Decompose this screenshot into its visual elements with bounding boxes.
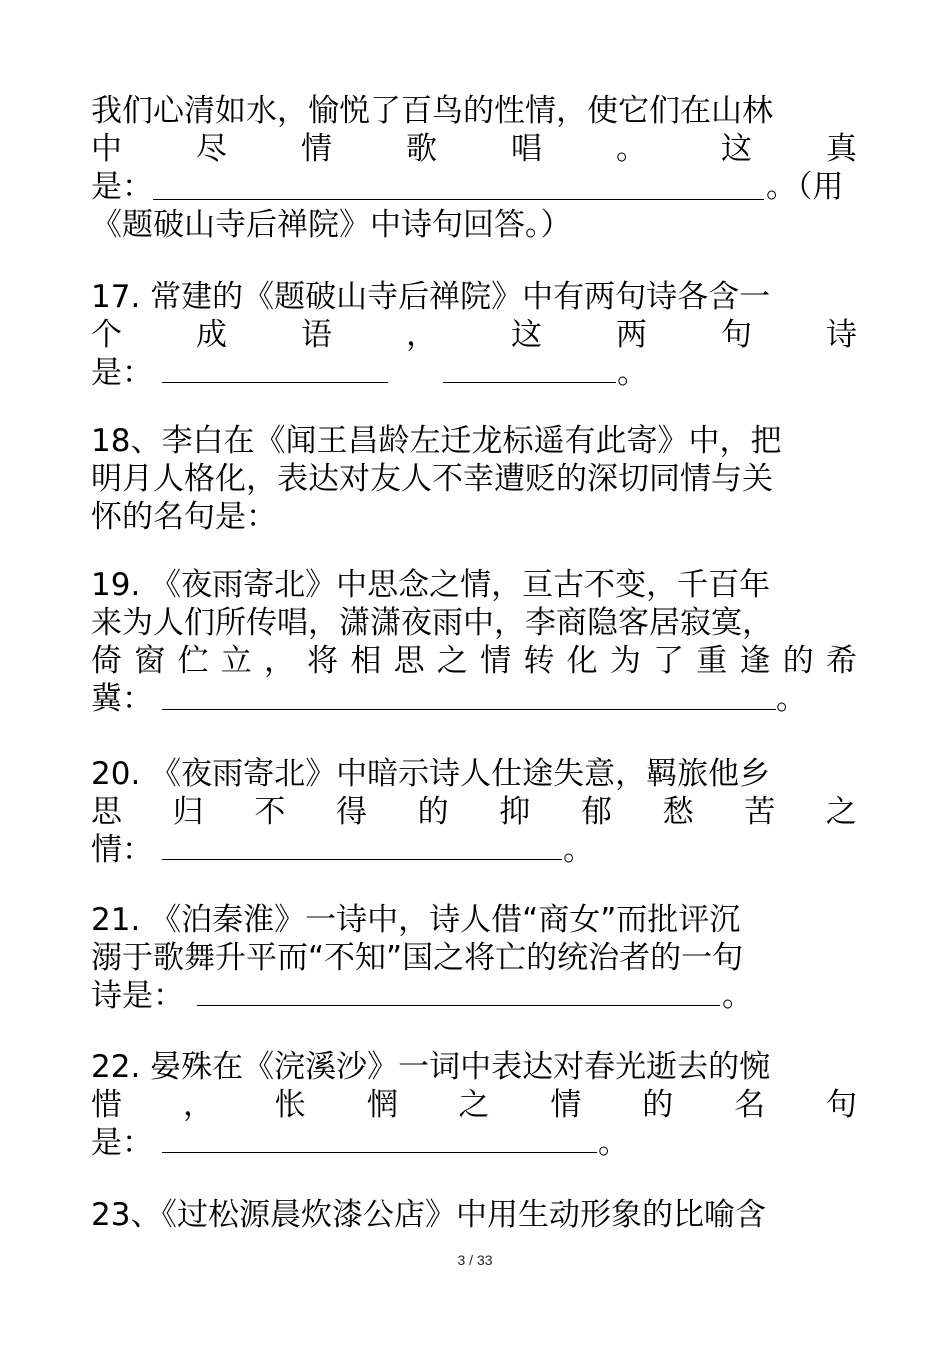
- justified-char: 这: [511, 317, 542, 353]
- justified-char: 情: [480, 643, 512, 679]
- justified-char: 了: [653, 643, 685, 679]
- q22-answer-blank[interactable]: [162, 1152, 597, 1153]
- justified-char: 诗: [826, 317, 857, 353]
- q17-answer-blank-2[interactable]: [443, 382, 616, 383]
- justified-char: 惘: [366, 1087, 398, 1123]
- justified-char: 苦: [744, 794, 776, 830]
- justified-char: 唱: [511, 131, 542, 167]
- justified-char: 情: [550, 1087, 582, 1123]
- q18-line-1: 18、李白在《闻王昌龄左迁龙标遥有此寄》中，把: [91, 423, 782, 459]
- justified-char: 转: [523, 643, 555, 679]
- q20-line-3-prefix: 情：: [91, 832, 153, 868]
- justified-char: 真: [826, 131, 857, 167]
- justified-char: 之: [825, 794, 857, 830]
- q19-line-4-suffix: 。: [776, 681, 807, 717]
- justified-char: 名: [734, 1087, 766, 1123]
- justified-char: 愁: [662, 794, 694, 830]
- justified-char: 个: [91, 317, 122, 353]
- justified-char: ，: [263, 643, 295, 679]
- q16-line-3-suffix: 。（用: [766, 169, 844, 205]
- q18-line-2: 明月人格化，表达对友人不幸遭贬的深切同情与关: [91, 461, 773, 497]
- justified-char: 语: [301, 317, 332, 353]
- justified-char: 归: [172, 794, 204, 830]
- q19-line-3: [91, 642, 857, 680]
- justified-char: 之: [458, 1087, 490, 1123]
- justified-char: 的: [417, 794, 449, 830]
- q17-line-3-prefix: 是：: [91, 355, 153, 391]
- q21-line-2: 溺于歌舞升平而“不知”国之将亡的统治者的一句: [91, 940, 744, 976]
- q19-line-4-prefix: 冀：: [91, 681, 153, 717]
- justified-char: 伫: [177, 643, 209, 679]
- justified-char: 怅: [274, 1087, 306, 1123]
- q16-line-3-prefix: 是：: [91, 169, 153, 205]
- page-number: 3 / 33: [457, 1252, 493, 1268]
- justified-char: 得: [335, 794, 367, 830]
- q16-line-1: 我们心清如水，愉悦了百鸟的性情，使它们在山林: [91, 93, 773, 129]
- q18-line-3: 怀的名句是：: [91, 499, 277, 535]
- q16-line-2: [91, 130, 857, 168]
- justified-char: 情: [301, 131, 332, 167]
- q19-answer-blank[interactable]: [162, 709, 776, 710]
- justified-char: 窗: [134, 643, 166, 679]
- q20-line-1: 20. 《夜雨寄北》中暗示诗人仕途失意，羁旅他乡: [91, 756, 771, 792]
- justified-char: 之: [436, 643, 468, 679]
- q20-line-2: [91, 793, 857, 831]
- justified-char: 抑: [499, 794, 531, 830]
- q17-line-1: 17. 常建的《题破山寺后禅院》中有两句诗各含一: [91, 279, 771, 315]
- justified-char: 思: [91, 794, 122, 830]
- q19-line-2: 来为人们所传唱，潇潇夜雨中，李商隐客居寂寞，: [91, 605, 773, 641]
- justified-char: 希: [825, 643, 857, 679]
- q16-line-4: 《题破山寺后禅院》中诗句回答。）: [91, 207, 572, 243]
- justified-char: 尽: [196, 131, 227, 167]
- justified-char: 重: [696, 643, 728, 679]
- justified-char: 不: [254, 794, 286, 830]
- justified-char: 思: [393, 643, 425, 679]
- q19-line-1: 19. 《夜雨寄北》中思念之情，亘古不变，千百年: [91, 567, 771, 603]
- justified-char: 为: [609, 643, 641, 679]
- justified-char: 句: [721, 317, 752, 353]
- justified-char: 郁: [580, 794, 612, 830]
- justified-char: 歌: [406, 131, 437, 167]
- q17-line-2: [91, 316, 857, 354]
- q22-line-3-suffix: 。: [598, 1125, 629, 1161]
- justified-char: 两: [616, 317, 647, 353]
- justified-char: ，: [406, 317, 437, 353]
- q21-line-3-prefix: 诗是：: [91, 978, 184, 1014]
- justified-char: 的: [782, 643, 814, 679]
- q17-answer-blank-1[interactable]: [162, 382, 388, 383]
- q22-line-1: 22. 晏殊在《浣溪沙》一词中表达对春光逝去的惋: [91, 1049, 771, 1085]
- justified-char: 成: [196, 317, 227, 353]
- justified-char: 。: [616, 131, 647, 167]
- justified-char: 化: [566, 643, 598, 679]
- justified-char: 将: [307, 643, 339, 679]
- q21-line-1: 21. 《泊秦淮》一诗中，诗人借“商女”而批评沉: [91, 902, 741, 938]
- justified-char: ，: [182, 1087, 214, 1123]
- q17-line-3-suffix: 。: [617, 355, 648, 391]
- q22-line-2: [91, 1086, 857, 1124]
- q23-line-1: 23、《过松源晨炊漆公店》中用生动形象的比喻含: [91, 1197, 766, 1233]
- q16-answer-blank[interactable]: [153, 199, 764, 200]
- justified-char: 句: [826, 1087, 857, 1123]
- q20-line-3-suffix: 。: [563, 832, 594, 868]
- q22-line-3-prefix: 是：: [91, 1125, 153, 1161]
- justified-char: 中: [91, 131, 122, 167]
- justified-char: 相: [350, 643, 382, 679]
- justified-char: 立: [220, 643, 252, 679]
- q20-answer-blank[interactable]: [162, 859, 562, 860]
- q21-line-3-suffix: 。: [722, 978, 753, 1014]
- justified-char: 惜: [91, 1087, 122, 1123]
- justified-char: 倚: [91, 643, 122, 679]
- justified-char: 这: [721, 131, 752, 167]
- justified-char: 的: [642, 1087, 674, 1123]
- justified-char: 逢: [739, 643, 771, 679]
- q21-answer-blank[interactable]: [197, 1005, 720, 1006]
